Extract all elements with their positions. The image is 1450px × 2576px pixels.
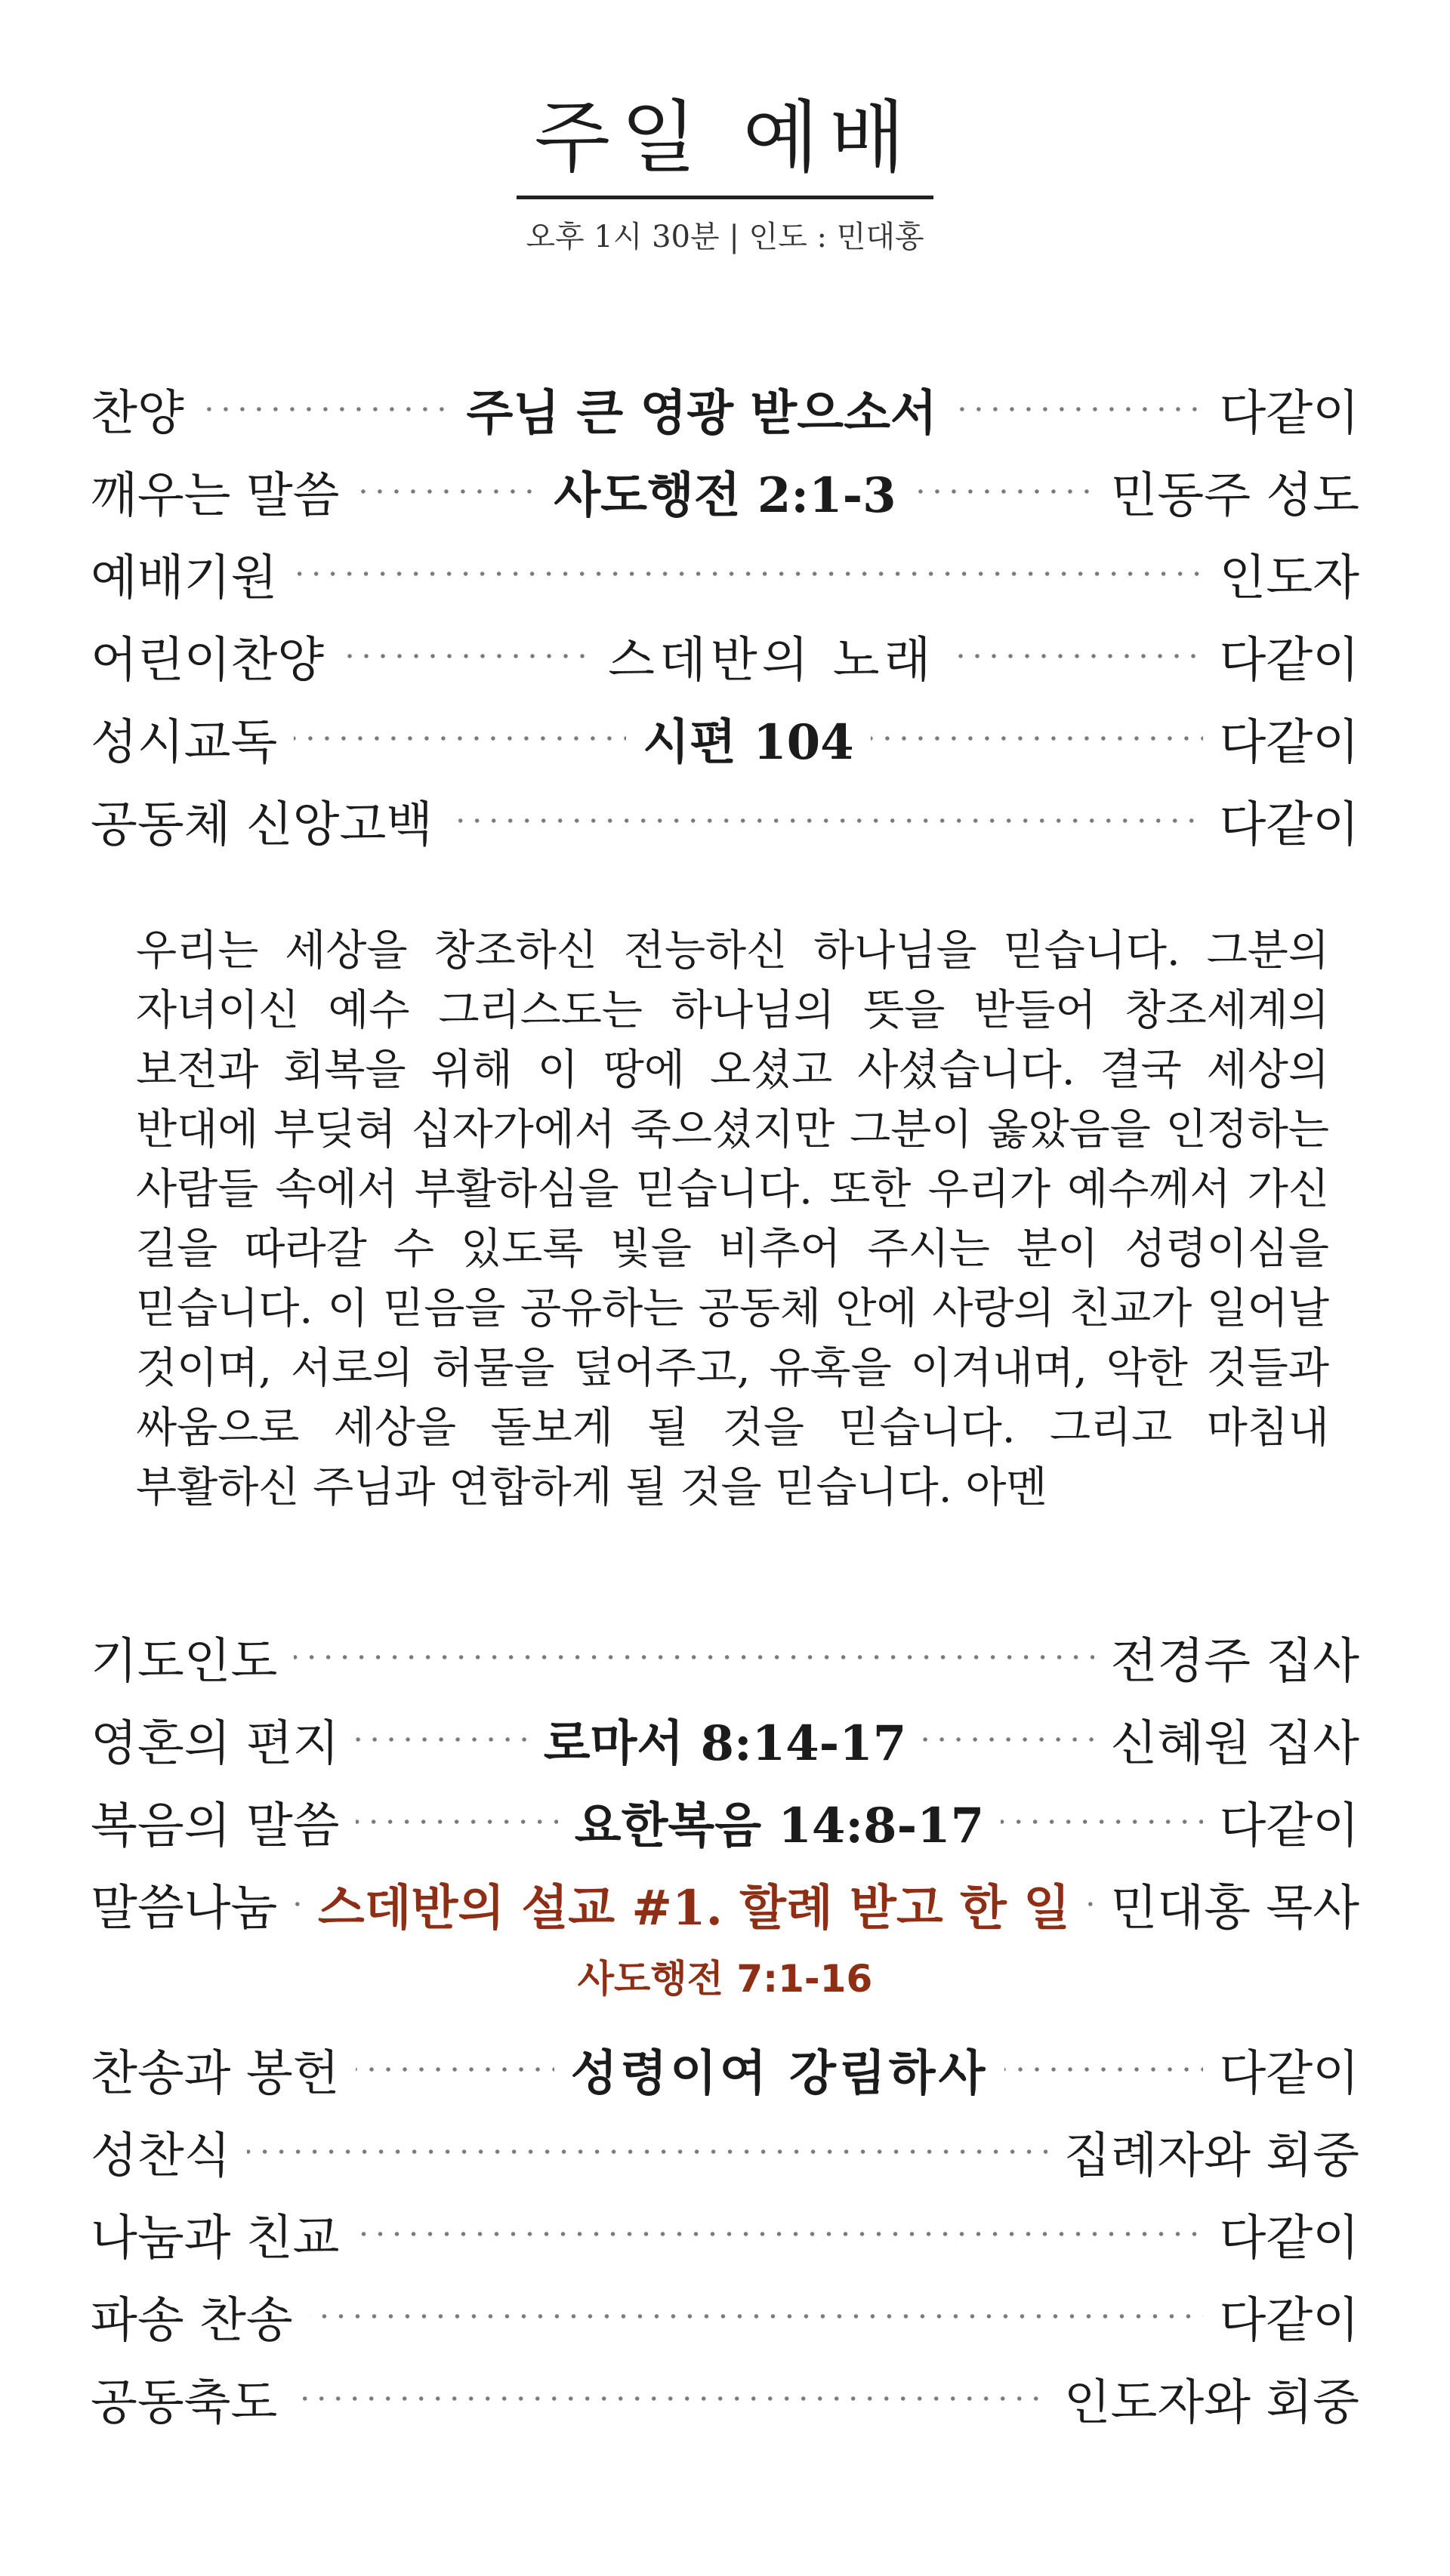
leader-dots — [247, 2149, 1047, 2155]
item-content: 스데반의 노래 — [608, 632, 936, 689]
leader-dots — [1004, 2066, 1202, 2072]
leader-dots — [310, 2313, 1203, 2319]
item-leader: 신혜원 집사 — [1110, 1715, 1360, 1772]
item-label: 나눔과 친교 — [91, 2210, 340, 2266]
item-label: 성시교독 — [91, 714, 278, 771]
item-leader: 전경주 집사 — [1110, 1633, 1359, 1690]
leader-dots — [1001, 1819, 1202, 1825]
item-content: 로마서 8:14-17 — [543, 1715, 907, 1772]
order-item-children-praise — [91, 615, 1359, 697]
item-label: 공동체 신앙고백 — [91, 797, 433, 853]
item-label: 말씀나눔 — [91, 1880, 278, 1937]
leader-dots — [294, 1654, 1094, 1660]
item-label: 찬양 — [91, 385, 184, 442]
order-item-awakening-word — [91, 450, 1359, 532]
order-item-sending-hymn — [91, 2275, 1359, 2357]
item-leader: 민대홍 목사 — [1110, 1880, 1359, 1937]
item-content: 시편 104 — [643, 713, 854, 771]
item-content: 요한복음 14:8-17 — [574, 1797, 985, 1854]
item-leader: 집례자와 회중 — [1063, 2128, 1359, 2184]
item-label: 예배기원 — [91, 550, 278, 606]
item-leader: 다같이 — [1219, 2292, 1359, 2349]
leader-dots — [294, 2396, 1047, 2402]
item-leader: 민동주 성도 — [1110, 467, 1360, 524]
order-item-praise — [91, 368, 1359, 450]
leader-dots — [913, 488, 1094, 495]
item-leader: 다같이 — [1219, 797, 1359, 853]
item-leader: 다같이 — [1219, 385, 1359, 442]
page-title: 주일 예배 — [517, 91, 934, 199]
item-leader: 다같이 — [1219, 2045, 1360, 2102]
item-label: 파송 찬송 — [91, 2292, 293, 2349]
leader-dots — [356, 2231, 1202, 2237]
leader-dots — [294, 571, 1202, 577]
order-of-worship-part1 — [91, 368, 1359, 861]
leader-dots — [356, 1819, 557, 1825]
leader-dots — [356, 2066, 554, 2072]
item-content: 성령이여 강림하사 — [570, 2044, 989, 2102]
leader-dots — [288, 1901, 307, 1907]
item-leader: 인도자 — [1219, 550, 1359, 606]
item-leader: 다같이 — [1219, 632, 1359, 689]
item-content: 주님 큰 영광 받으소서 — [466, 384, 937, 442]
leader-dots — [449, 818, 1202, 824]
order-item-benediction — [91, 2357, 1359, 2439]
item-label: 찬송과 봉헌 — [91, 2045, 340, 2102]
leader-dots — [923, 1736, 1094, 1742]
sermon-title: 스데반의 설교 #1. 할례 받고 한 일 — [317, 1879, 1070, 1937]
order-item-responsive-reading — [91, 697, 1359, 779]
order-item-letter-of-soul — [91, 1698, 1359, 1780]
order-item-gospel-reading — [91, 1780, 1359, 1863]
item-label: 복음의 말씀 — [91, 1798, 340, 1854]
order-item-hymn-offering — [91, 2028, 1359, 2110]
bulletin-header — [0, 91, 1450, 256]
service-info: 오후 1시 30분 | 인도 : 민대홍 — [526, 219, 924, 254]
item-label: 성찬식 — [91, 2128, 231, 2184]
leader-dots — [201, 406, 450, 412]
leader-dots — [952, 653, 1202, 659]
item-label: 어린이찬양 — [91, 632, 325, 689]
order-item-sermon — [91, 1863, 1359, 1945]
order-item-confession-of-faith — [91, 779, 1359, 861]
item-label: 깨우는 말씀 — [91, 467, 340, 524]
leader-dots — [1081, 1901, 1100, 1907]
confession-of-faith-text: 우리는 세상을 창조하신 전능하신 하나님을 믿습니다. 그분의 자녀이신 예수 그리스도는 하나님의 뜻을 받들어 창조세계의 보전과 회복을 위해 이 땅에 오셨고 사셨습니다. 결국 세상의 반대에 부딪혀 십자가에서 죽으셨지만 그분이 옳았음을 인정하는 사람들 속에서 부활하심을 믿습니다. 또한 우리가 예수께서 가신 길을 따라갈 수 있도록 빛을 비추어 주시는 분이 성령이심을 믿습니다. 이 믿음을 공유하는 공동체 안에 사랑의 친교가 일어날 것이며, 서로의 허물을 덮어주고, 유혹을 이겨내며, 악한 것들과 싸움으로 세상을 돌보게 될 것을 믿습니다. 그리고 마침내 부활하신 주님과 연합하게 될 것을 믿습니다. 아멘 — [136, 926, 1329, 1512]
sermon-reference: 사도행전 7:1-16 — [577, 1957, 873, 2001]
item-leader: 다같이 — [1219, 714, 1359, 771]
leader-dots — [954, 406, 1203, 412]
leader-dots — [356, 1736, 526, 1742]
leader-dots — [341, 653, 591, 659]
leader-dots — [356, 488, 537, 495]
item-leader: 다같이 — [1219, 2210, 1359, 2266]
order-item-invocation — [91, 532, 1359, 615]
leader-dots — [871, 735, 1203, 741]
order-item-prayer — [91, 1616, 1359, 1698]
order-of-worship-part2 — [91, 1616, 1359, 2007]
item-content: 사도행전 2:1-3 — [554, 467, 896, 524]
order-item-communion — [91, 2110, 1359, 2192]
leader-dots — [294, 735, 626, 741]
item-label: 기도인도 — [91, 1633, 278, 1690]
item-leader: 다같이 — [1219, 1798, 1359, 1854]
item-label: 영혼의 편지 — [91, 1715, 340, 1772]
item-label: 공동축도 — [91, 2374, 278, 2431]
order-of-worship-part3 — [91, 2028, 1359, 2439]
item-leader: 인도자와 회중 — [1063, 2374, 1359, 2431]
order-item-fellowship — [91, 2192, 1359, 2275]
